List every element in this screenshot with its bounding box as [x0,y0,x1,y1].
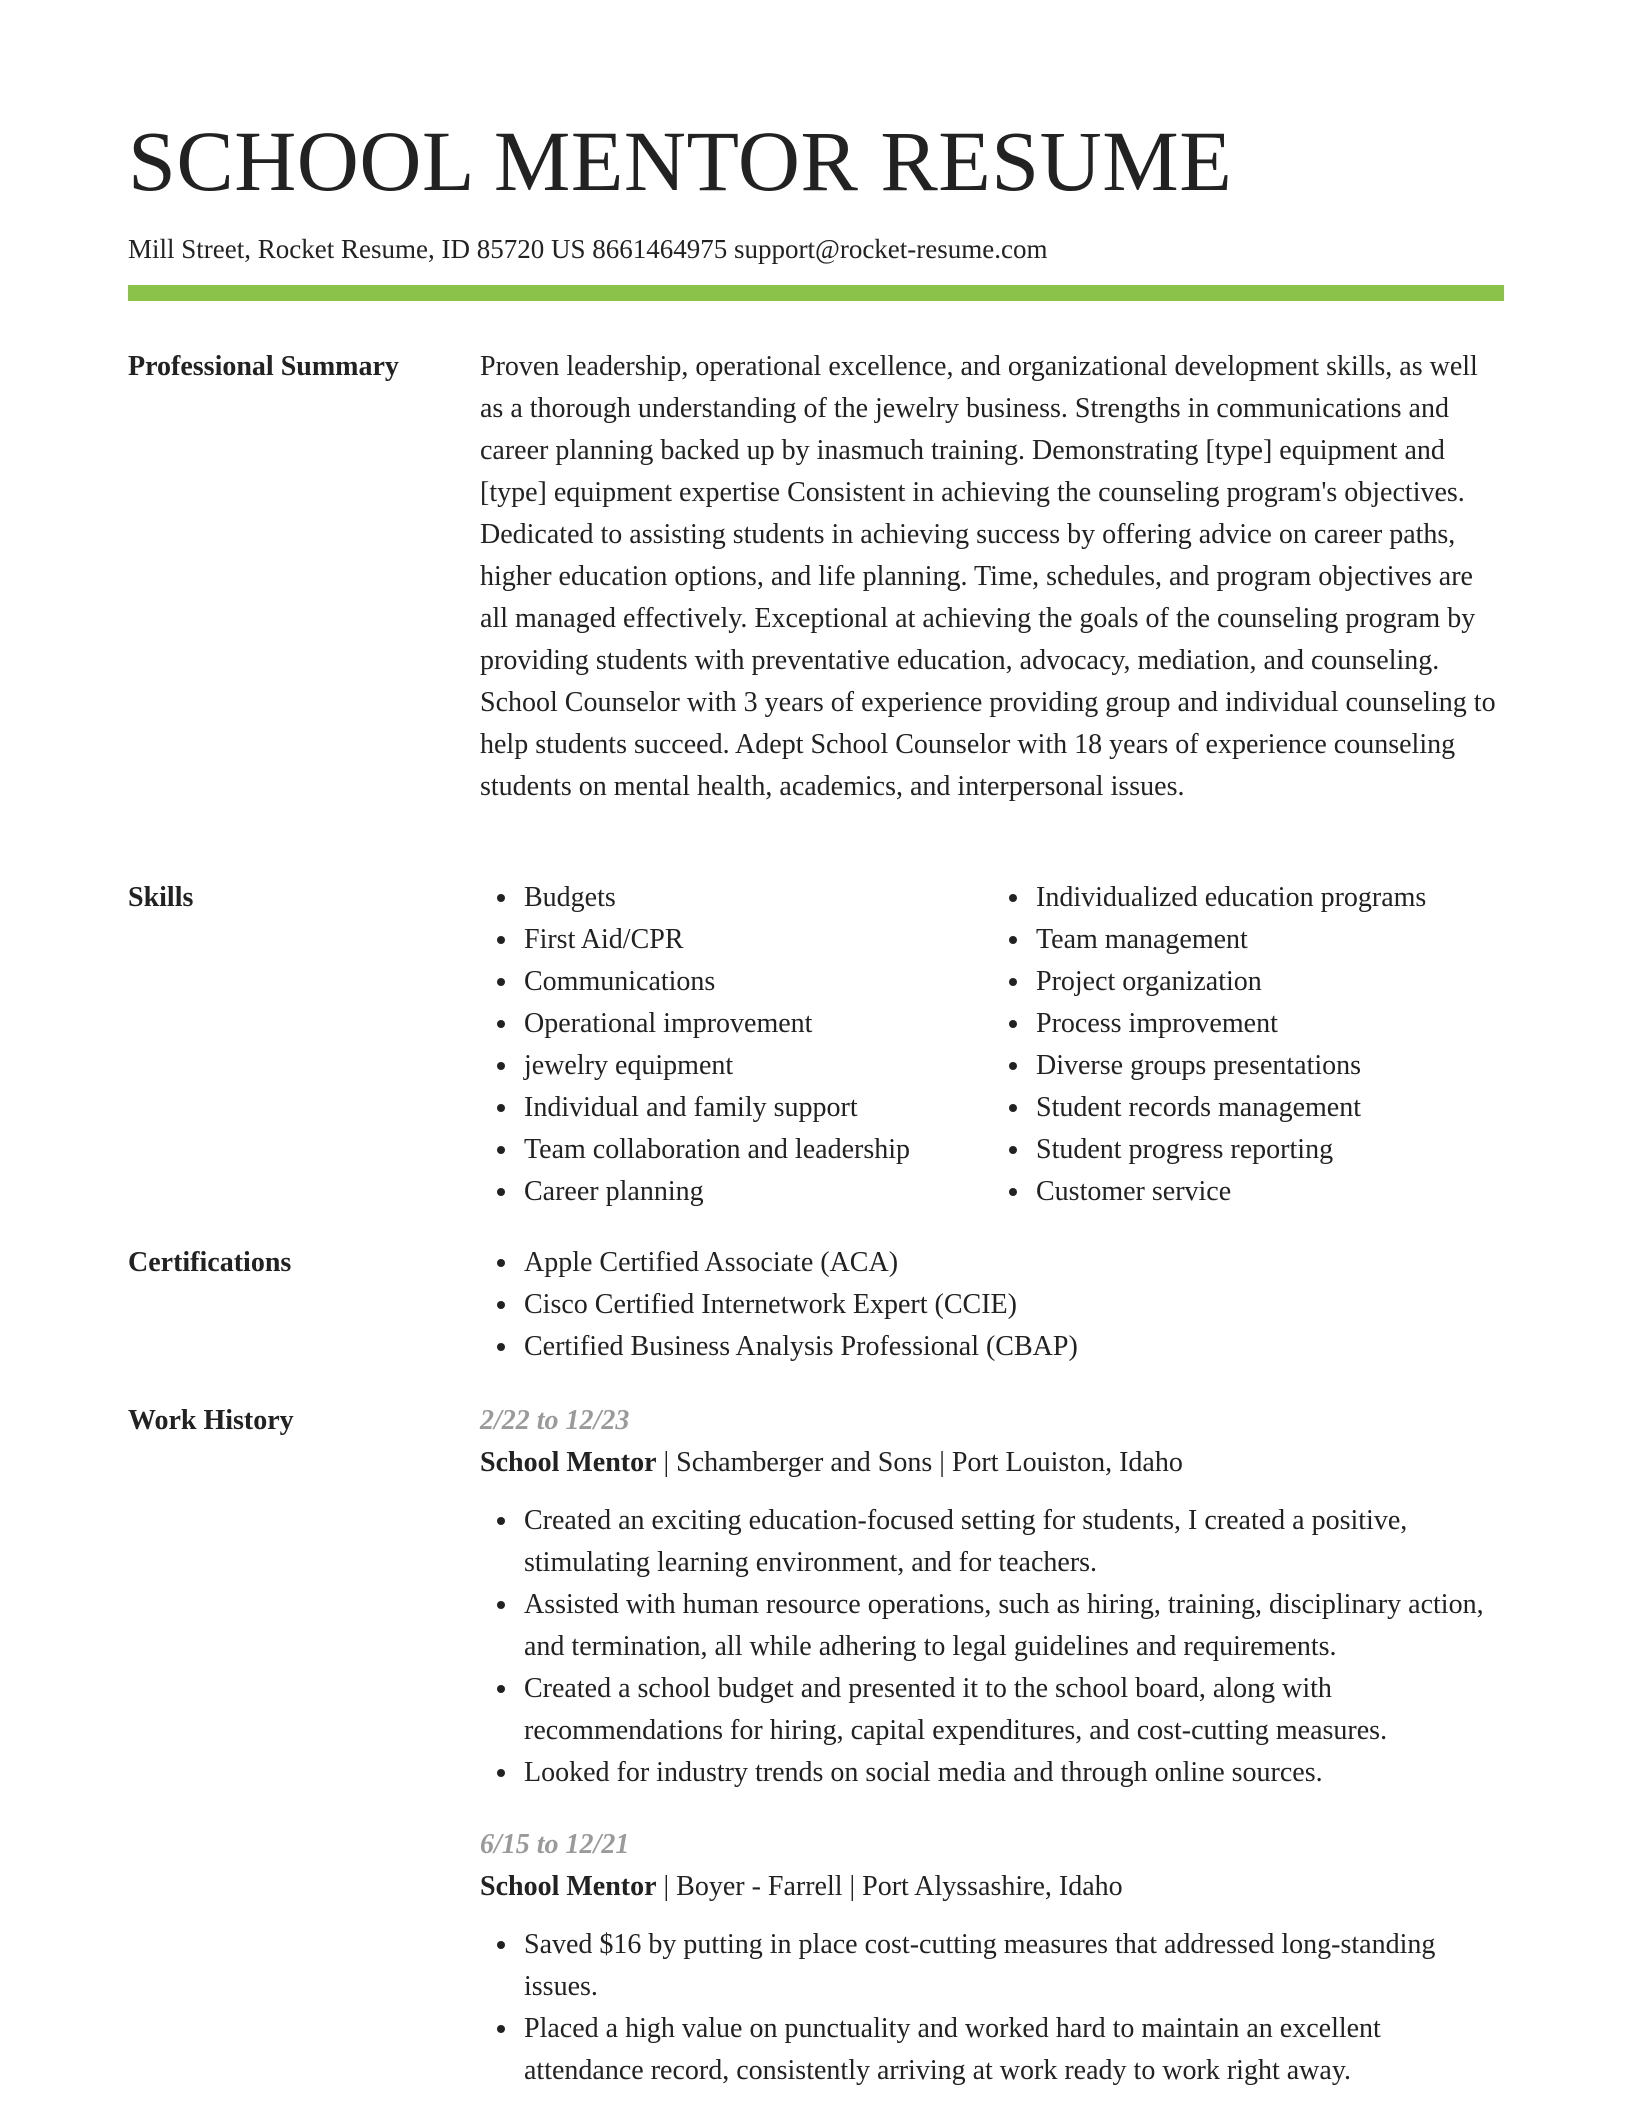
job-title: School Mentor [480,1447,657,1478]
certification-item: Apple Certified Associate (ACA) [524,1242,1504,1284]
resume-title: SCHOOL MENTOR RESUME [128,113,1233,209]
job-bullet: Looked for industry trends on social media and through online sources. [524,1752,1504,1794]
job-bullets [480,1500,1504,1794]
job-bullet: Created an exciting education-focused setting for students, I created a positive, stimulating learning environment, and for teachers. [524,1500,1504,1584]
work-history [480,1400,1504,2092]
skill-item: Budgets [524,877,992,919]
summary-heading: Professional Summary [128,351,399,382]
job-entry [480,1824,1504,2092]
skill-item: jewelry equipment [524,1045,992,1087]
certifications-list [480,1242,1504,1368]
skill-item: First Aid/CPR [524,919,992,961]
skill-item: Student progress reporting [1036,1129,1504,1171]
job-details: | Schamberger and Sons | Port Louiston, Idaho [656,1447,1183,1478]
certification-item: Certified Business Analysis Professional (CBAP) [524,1326,1504,1368]
skills-heading: Skills [128,882,194,913]
job-heading [480,1866,1504,1908]
contact-info: Mill Street, Rocket Resume, ID 85720 US 8661464975 support@rocket-resume.com [128,234,1048,264]
summary-text: Proven leadership, operational excellence, and organizational development skills, as well as a thorough understanding of the jewelry business. Strengths in communications and career planning backed up by inasmuch training. Demonstrating [type] equipment and [type] equipment expertise Consistent in achieving the counseling program's objectives. Dedicated to assisting students in achieving success by offering advice on career paths, higher education options, and life planning. Time, schedules, and program objectives are all managed effectively. Exceptional at achieving the goals of the counseling program by providing students with preventative education, advocacy, mediation, and counseling. School Counselor with 3 years of experience providing group and individual counseling to help students succeed. Adept School Counselor with 18 years of experience counseling students on mental health, academics, and interpersonal issues. [480,351,1496,802]
skill-item: Career planning [524,1171,992,1213]
skill-item: Individual and family support [524,1087,992,1129]
skills-list [480,877,1504,1213]
job-details: | Boyer - Farrell | Port Alyssashire, Idaho [656,1871,1123,1902]
job-bullet: Saved $16 by putting in place cost-cutting measures that addressed long-standing issues. [524,1924,1504,2008]
header-divider [128,285,1504,301]
skill-item: Student records management [1036,1087,1504,1129]
skill-item: Team collaboration and leadership [524,1129,992,1171]
skill-item: Team management [1036,919,1504,961]
job-bullet: Assisted with human resource operations, such as hiring, training, disciplinary action, and termination, all while adhering to legal guidelines and requirements. [524,1584,1504,1668]
skill-item: Communications [524,961,992,1003]
job-dates: 2/22 to 12/23 [480,1405,630,1436]
skills-column-left [480,877,992,1213]
job-bullet: Created a school budget and presented it to the school board, along with recommendations for hiring, capital expenditures, and cost-cutting measures. [524,1668,1504,1752]
job-title: School Mentor [480,1871,657,1902]
skill-item: Operational improvement [524,1003,992,1045]
skill-item: Project organization [1036,961,1504,1003]
skill-item: Process improvement [1036,1003,1504,1045]
work-history-heading: Work History [128,1405,294,1436]
skills-column-right [992,877,1504,1213]
certification-item: Cisco Certified Internetwork Expert (CCIE) [524,1284,1504,1326]
job-heading [480,1442,1504,1484]
job-dates: 6/15 to 12/21 [480,1829,630,1860]
job-bullets [480,1924,1504,2092]
skill-item: Individualized education programs [1036,877,1504,919]
job-entry [480,1400,1504,1794]
certifications-heading: Certifications [128,1247,292,1278]
job-bullet: Placed a high value on punctuality and worked hard to maintain an excellent attendance record, consistently arriving at work ready to work right away. [524,2008,1504,2092]
skill-item: Customer service [1036,1171,1504,1213]
skill-item: Diverse groups presentations [1036,1045,1504,1087]
